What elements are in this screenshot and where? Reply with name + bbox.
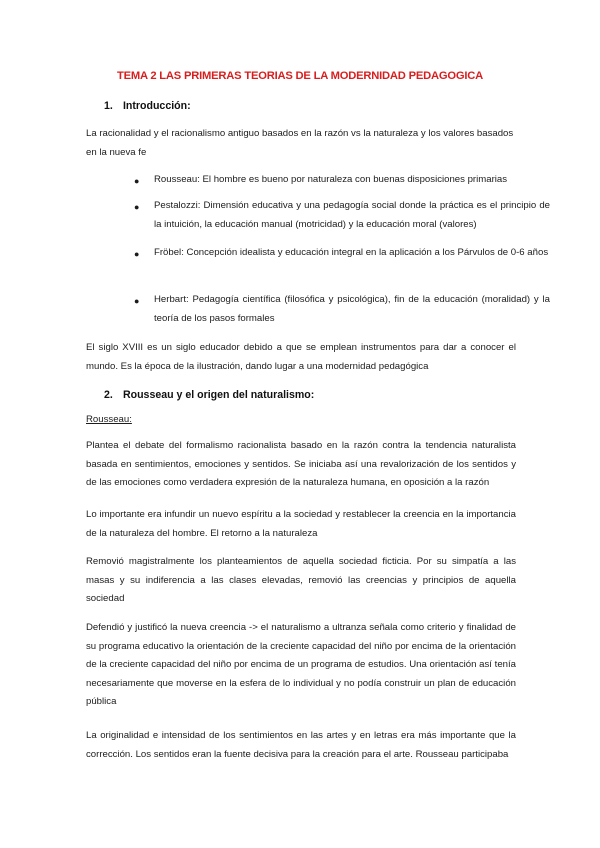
- paragraph: Lo importante era infundir un nuevo espíritu a la sociedad y restablecer la creencia en la importancia de la naturaleza del hombre. El retorno a la naturaleza: [86, 509, 516, 539]
- siglo-paragraph: El siglo XVIII es un siglo educador debido a que se emplean instrumentos para dar a conocer el mundo. Es la época de la ilustración, dando lugar a una modernidad pedagógica: [86, 342, 516, 372]
- bullet-text: Herbart: Pedagogía científica (filosófica y psicológica), fin de la educación (moralidad) y la teoría de los pasos formales: [154, 294, 550, 324]
- subheading-rousseau: Rousseau:: [86, 414, 132, 425]
- bullet-text: Fröbel: Concepción idealista y educación integral en la aplicación a los Párvulos de 0-6 años: [154, 247, 549, 258]
- section-number: 2.: [104, 389, 113, 401]
- bullet-text: Pestalozzi: Dimensión educativa y una pedagogía social donde la práctica es el principio de la intuición, la educación manual (motricidad) y la educación moral (valores): [154, 200, 550, 230]
- paragraph: Plantea el debate del formalismo racionalista basado en la razón contra la tendencia naturalista basada en sentimientos, emociones y sentidos. Se iniciaba así una revalorización de los sentidos y de las emociones como verdadera expresión de la naturaleza humana, en oposición a la razón: [86, 440, 516, 488]
- paragraph: Removió magistralmente los planteamientos de aquella sociedad ficticia. Por su simpatía a las masas y su indiferencia a las clases elevadas, removió las creencias y principios de aquella sociedad: [86, 556, 516, 604]
- section-title: Rousseau y el origen del naturalismo:: [122, 389, 315, 401]
- section-heading-introduccion: [104, 100, 191, 112]
- paragraph: Defendió y justificó la nueva creencia -> el naturalismo a ultranza señala como criterio y finalidad de su programa educativo la orientación de la creciente capacidad del niño por encima de la orientación de la creciente capacidad del niño por encima de un programa de estudios. Una orientación así tenía necesariamente que moverse en la esfera de lo individual y no podía construir un plan de educación pública: [86, 622, 516, 707]
- bullet-icon: ●: [134, 176, 140, 186]
- intro-paragraph: La racionalidad y el racionalismo antiguo basados en la razón vs la naturaleza y los valores basados en la nueva fe: [86, 128, 514, 158]
- section-heading-rousseau: [104, 389, 314, 401]
- section-title: Introducción:: [122, 100, 191, 112]
- bullet-icon: ●: [134, 249, 140, 259]
- bullet-text: Rousseau: El hombre es bueno por naturaleza con buenas disposiciones primarias: [154, 174, 508, 185]
- document-title: TEMA 2 LAS PRIMERAS TEORIAS DE LA MODERNIDAD PEDAGOGICA: [116, 70, 484, 82]
- bullet-icon: ●: [134, 202, 140, 212]
- section-number: 1.: [104, 100, 113, 112]
- paragraph: La originalidad e intensidad de los sentimientos en las artes y en letras era más importante que la corrección. Los sentidos eran la fuente decisiva para la creación para el arte. Rousseau participaba: [86, 730, 516, 760]
- bullet-icon: ●: [134, 296, 140, 306]
